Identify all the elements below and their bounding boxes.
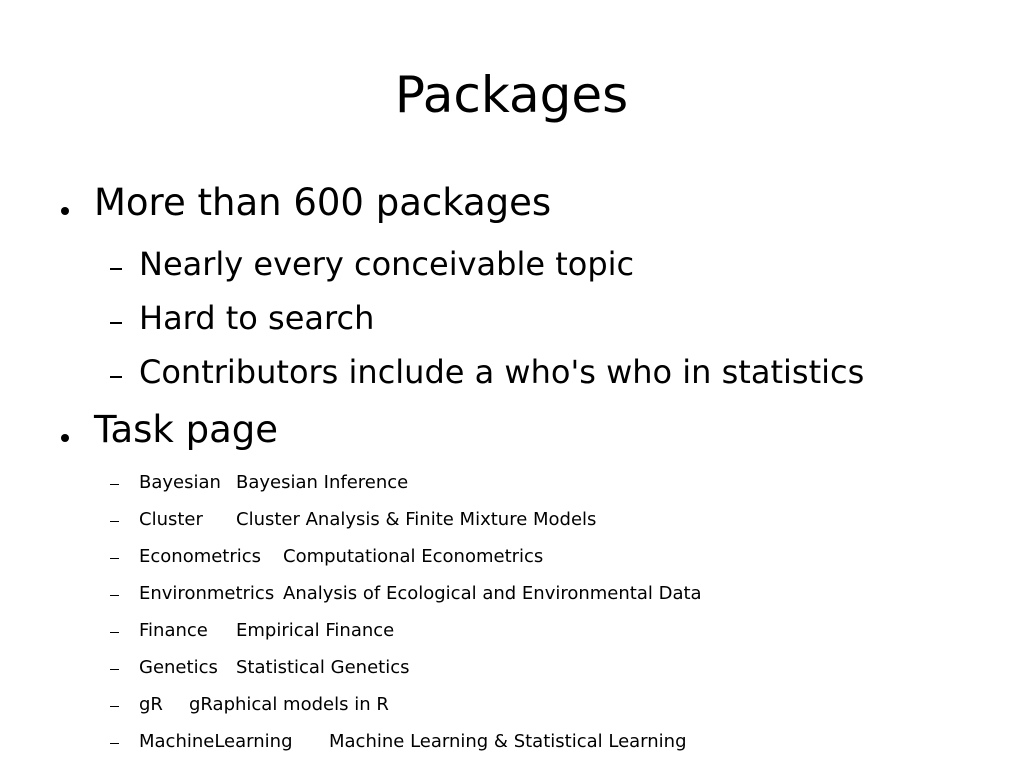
sub-bullet-hard-to-search: Hard to search <box>139 299 375 337</box>
dash-icon <box>110 521 119 522</box>
task-desc: gRaphical models in R <box>189 694 389 715</box>
task-row-bayesian <box>139 472 408 494</box>
task-row-econometrics <box>139 546 543 568</box>
bullet-dot-icon <box>61 434 69 442</box>
task-row-gr <box>139 694 389 716</box>
task-desc: Empirical Finance <box>236 620 395 641</box>
task-name: Genetics <box>139 657 218 678</box>
slide-title: Packages <box>394 66 629 124</box>
task-desc: Analysis of Ecological and Environmental Data <box>283 583 702 604</box>
task-row-environmetrics <box>139 583 702 605</box>
dash-icon <box>110 632 119 633</box>
dash-icon <box>110 669 119 670</box>
task-row-genetics <box>139 657 410 679</box>
task-name: MachineLearning <box>139 731 293 752</box>
task-row-finance <box>139 620 394 642</box>
task-desc: Computational Econometrics <box>283 546 544 567</box>
task-name: Finance <box>139 620 208 641</box>
dash-icon <box>110 376 122 378</box>
dash-icon <box>110 595 119 596</box>
bullet-more-than-600-packages: More than 600 packages <box>94 181 552 224</box>
task-name: Environmetrics <box>139 583 275 604</box>
bullet-task-page: Task page <box>94 408 279 451</box>
dash-icon <box>110 558 119 559</box>
task-desc: Bayesian Inference <box>236 472 409 493</box>
bullet-dot-icon <box>61 207 69 215</box>
sub-bullet-contributors: Contributors include a who's who in statistics <box>139 353 865 391</box>
task-desc: Machine Learning & Statistical Learning <box>329 731 687 752</box>
task-row-cluster <box>139 509 596 531</box>
task-row-machinelearning <box>139 731 687 753</box>
task-name: Cluster <box>139 509 203 530</box>
sub-bullet-conceivable-topic: Nearly every conceivable topic <box>139 245 635 283</box>
task-name: gR <box>139 694 163 715</box>
dash-icon <box>110 484 119 485</box>
task-desc: Statistical Genetics <box>236 657 410 678</box>
dash-icon <box>110 322 122 324</box>
task-name: Bayesian <box>139 472 221 493</box>
dash-icon <box>110 743 119 744</box>
task-desc: Cluster Analysis & Finite Mixture Models <box>236 509 597 530</box>
dash-icon <box>110 268 122 270</box>
task-name: Econometrics <box>139 546 262 567</box>
dash-icon <box>110 706 119 707</box>
